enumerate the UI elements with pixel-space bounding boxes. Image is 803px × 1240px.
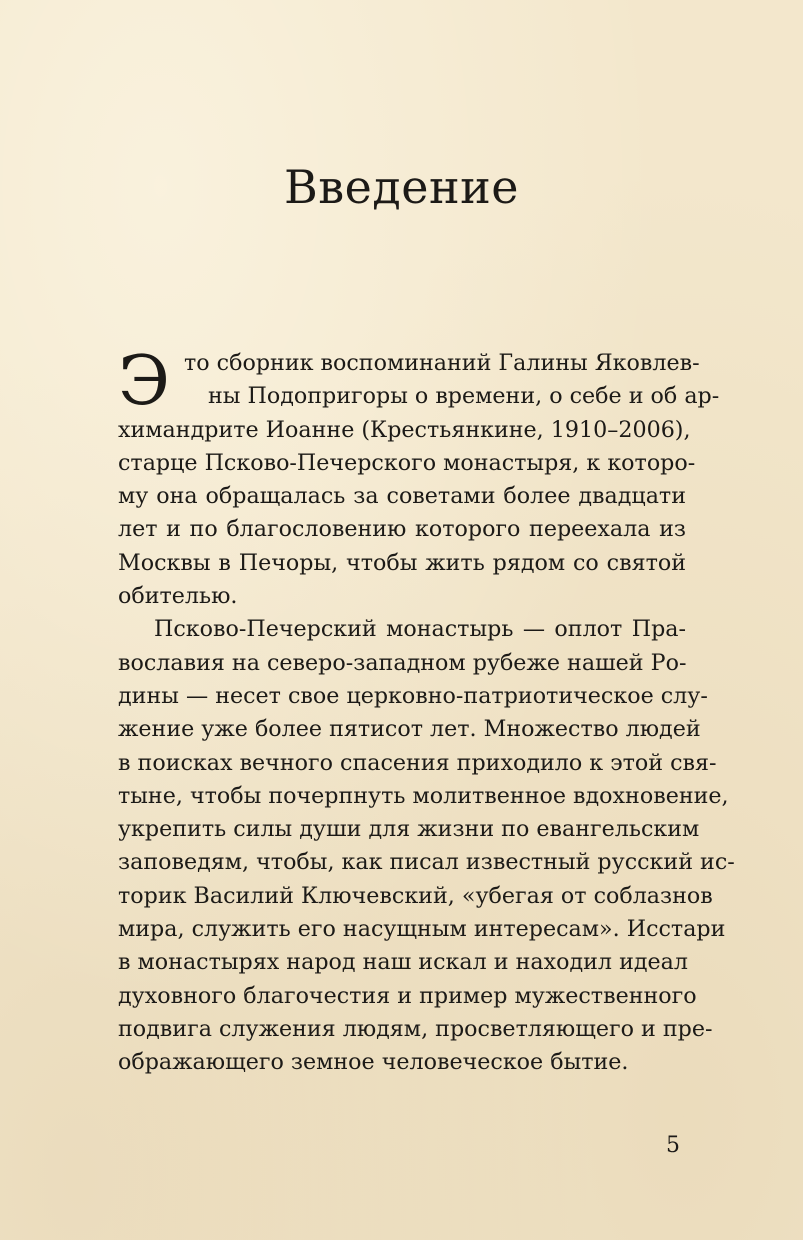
text-line: в монастырях народ наш искал и находил идеал <box>118 949 688 976</box>
text-line: Псково-Печерский монастырь — оплот Пра- <box>154 616 686 643</box>
page-number: 5 <box>666 1133 680 1158</box>
text-line: в поисках вечного спасения приходило к этой свя- <box>118 749 717 776</box>
text-line: химандрите Иоанне (Крестьянкине, 1910–2006), <box>118 416 691 443</box>
text-line: укрепить силы души для жизни по евангельским <box>118 816 700 843</box>
text-line: торик Василий Ключевский, «убегая от соблазнов <box>118 882 713 909</box>
text-line: дины — несет свое церковно-патриотическое слу- <box>118 682 708 709</box>
text-line: лет и по благословению которого переехала из <box>118 516 686 543</box>
text-line: тыне, чтобы почерпнуть молитвенное вдохновение, <box>118 782 729 809</box>
text-line: му она обращалась за советами более двадцати <box>118 483 686 510</box>
chapter-title: Введение <box>283 160 519 214</box>
chapter-body <box>118 342 735 1080</box>
text-line: вославия на северо-западном рубеже нашей Ро- <box>118 649 687 676</box>
text-line: Москвы в Печоры, чтобы жить рядом со святой <box>118 549 686 576</box>
text-line: ображающего земное человеческое бытие. <box>118 1049 629 1076</box>
drop-cap: Э <box>118 342 171 421</box>
text-line: мира, служить его насущным интересам». Исстари <box>118 916 726 943</box>
text-line: духовного благочестия и пример мужественного <box>118 982 697 1009</box>
text-line: старце Псково-Печерского монастыря, к которо- <box>118 449 696 476</box>
text-line: обителью. <box>118 583 238 610</box>
text-line: жение уже более пятисот лет. Множество людей <box>118 716 701 743</box>
line-text: то сборник воспоминаний Галины Яковлев- <box>184 350 700 376</box>
text-line: заповедям, чтобы, как писал известный русский ис- <box>118 849 735 876</box>
text-line: подвига служения людям, просветляющего и пре- <box>118 1015 713 1042</box>
text-line: ны Подопригоры о времени, о себе и об ар- <box>208 383 720 410</box>
